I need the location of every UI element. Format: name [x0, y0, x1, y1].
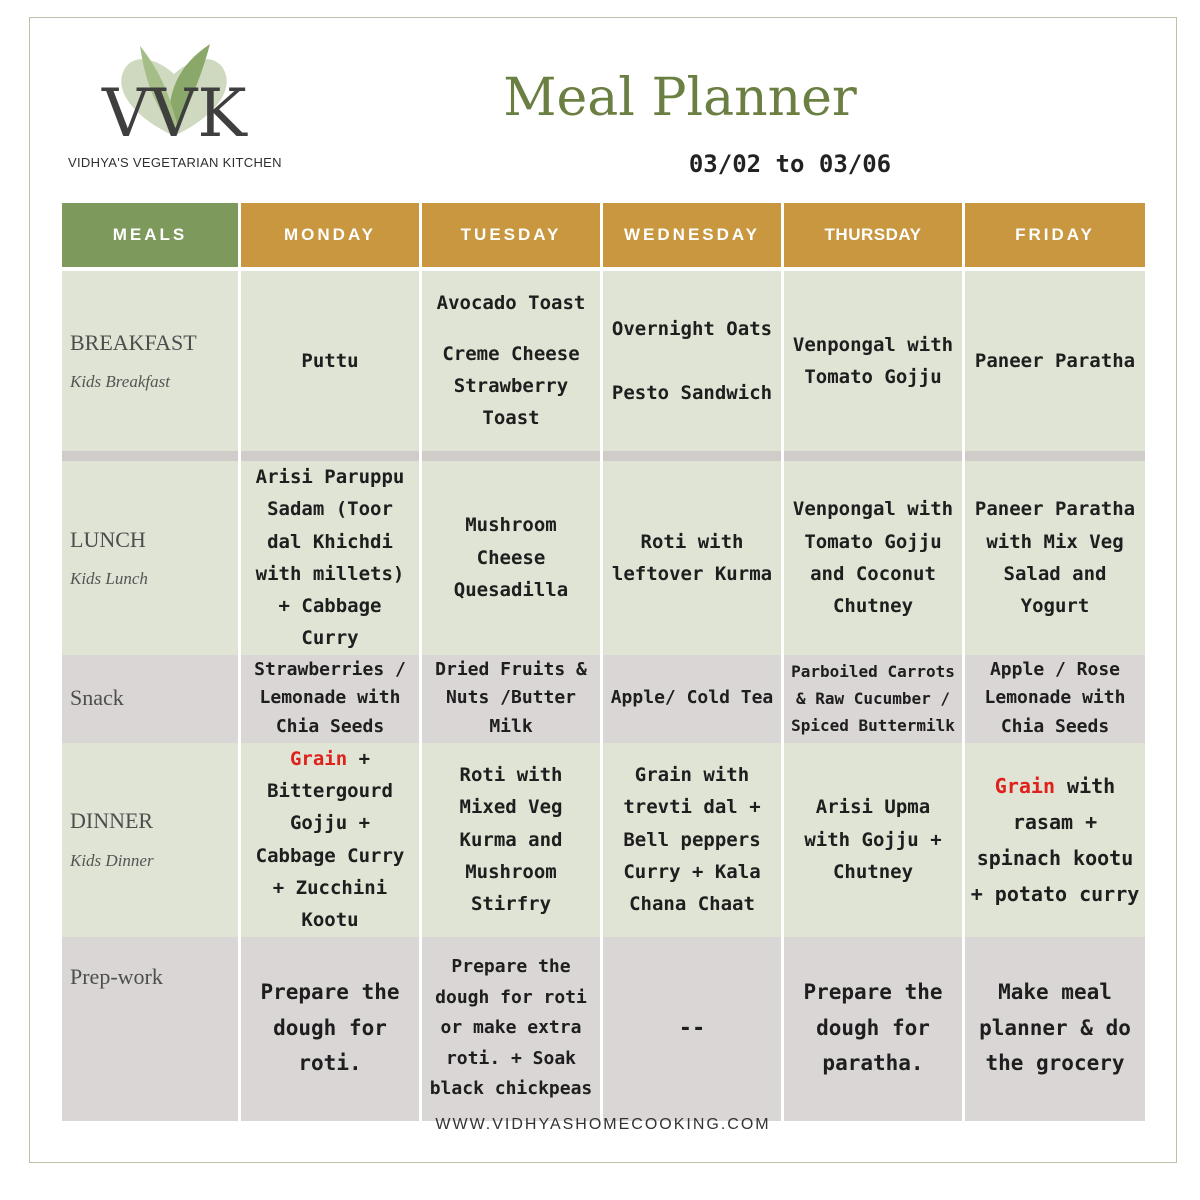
breakfast-tuesday-item-1: Avocado Toast	[436, 292, 586, 315]
day-header-monday: MONDAY	[241, 203, 419, 271]
lunch-label	[62, 451, 238, 655]
day-header-thursday: THURSDAY	[784, 203, 962, 271]
snack-wednesday: Apple/ Cold Tea	[603, 655, 781, 743]
snack-monday: Strawberries / Lemonade with Chia Seeds	[241, 655, 419, 743]
breakfast-wednesday	[603, 271, 781, 451]
meals-header: MEALS	[62, 203, 238, 271]
lunch-friday: Paneer Paratha with Mix Veg Salad and Yogurt	[965, 451, 1145, 655]
prep-monday: Prepare the dough for roti.	[241, 937, 419, 1121]
brand-logo	[62, 38, 312, 178]
lunch-monday: Arisi Paruppu Sadam (Toor dal Khichdi with millets) + Cabbage Curry	[241, 451, 419, 655]
footer-url: WWW.VIDHYASHOMECOOKING.COM	[435, 1116, 771, 1133]
dinner-thursday: Arisi Upma with Gojju + Chutney	[784, 743, 962, 937]
dinner-tuesday: Roti with Mixed Veg Kurma and Mushroom Stirfry	[422, 743, 600, 937]
dinner-label	[62, 743, 238, 937]
snack-row	[62, 655, 1145, 743]
lunch-tuesday: Mushroom Cheese Quesadilla	[422, 451, 600, 655]
prep-wednesday: --	[603, 937, 781, 1121]
day-header-wednesday: WEDNESDAY	[603, 203, 781, 271]
dinner-wednesday: Grain with trevti dal + Bell peppers Curry + Kala Chana Chaat	[603, 743, 781, 937]
dinner-monday	[241, 743, 419, 937]
row-label: LUNCH	[70, 526, 146, 552]
page-title: Meal Planner	[503, 68, 857, 128]
dinner-monday-text: + Bittergourd Gojju + Cabbage Curry + Zucchini Kootu	[255, 747, 405, 932]
dinner-friday-text: with rasam + spinach kootu + potato curry	[970, 773, 1140, 906]
header-row	[62, 203, 1145, 271]
day-header-friday: FRIDAY	[965, 203, 1145, 271]
day-header-tuesday: TUESDAY	[422, 203, 600, 271]
snack-label: Snack	[62, 655, 238, 743]
grain-highlight: Grain	[994, 773, 1055, 798]
breakfast-tuesday	[422, 271, 600, 451]
prep-tuesday: Prepare the dough for roti or make extra roti. + Soak black chickpeas	[422, 937, 600, 1121]
row-label: BREAKFAST	[70, 329, 197, 355]
row-label: DINNER	[70, 808, 154, 834]
snack-friday: Apple / Rose Lemonade with Chia Seeds	[965, 655, 1145, 743]
date-range: 03/02 to 03/06	[688, 150, 892, 178]
breakfast-wednesday-item-1: Overnight Oats	[611, 317, 773, 340]
breakfast-friday: Paneer Paratha	[965, 271, 1145, 451]
prep-thursday: Prepare the dough for paratha.	[784, 937, 962, 1121]
row-sublabel: Kids Lunch	[70, 569, 148, 589]
dinner-row	[62, 743, 1145, 937]
snack-thursday: Parboiled Carrots & Raw Cucumber / Spiced Buttermilk	[784, 655, 962, 743]
lunch-wednesday: Roti with leftover Kurma	[603, 451, 781, 655]
prep-friday: Make meal planner & do the grocery	[965, 937, 1145, 1121]
lunch-row	[62, 451, 1145, 655]
snack-tuesday: Dried Fruits & Nuts /Butter Milk	[422, 655, 600, 743]
breakfast-row	[62, 271, 1145, 451]
svg-text:VVK: VVK	[102, 75, 247, 152]
dinner-friday	[965, 743, 1145, 937]
lunch-thursday: Venpongal with Tomato Gojju and Coconut Chutney	[784, 451, 962, 655]
breakfast-monday: Puttu	[241, 271, 419, 451]
grain-highlight: Grain	[289, 747, 348, 770]
breakfast-wednesday-item-2: Pesto Sandwich	[611, 382, 773, 404]
prep-row	[62, 937, 1145, 1121]
breakfast-label	[62, 271, 238, 451]
prep-label: Prep-work	[62, 937, 238, 1121]
leaf-heart-icon	[62, 38, 292, 153]
breakfast-thursday: Venpongal with Tomato Gojju	[784, 271, 962, 451]
breakfast-tuesday-item-2: Creme Cheese Strawberry Toast	[442, 342, 580, 430]
brand-tagline: VIDHYA'S VEGETARIAN KITCHEN	[68, 155, 282, 170]
meal-plan-table	[59, 203, 1148, 1121]
row-sublabel: Kids Dinner	[70, 850, 154, 870]
row-sublabel: Kids Breakfast	[70, 372, 170, 392]
